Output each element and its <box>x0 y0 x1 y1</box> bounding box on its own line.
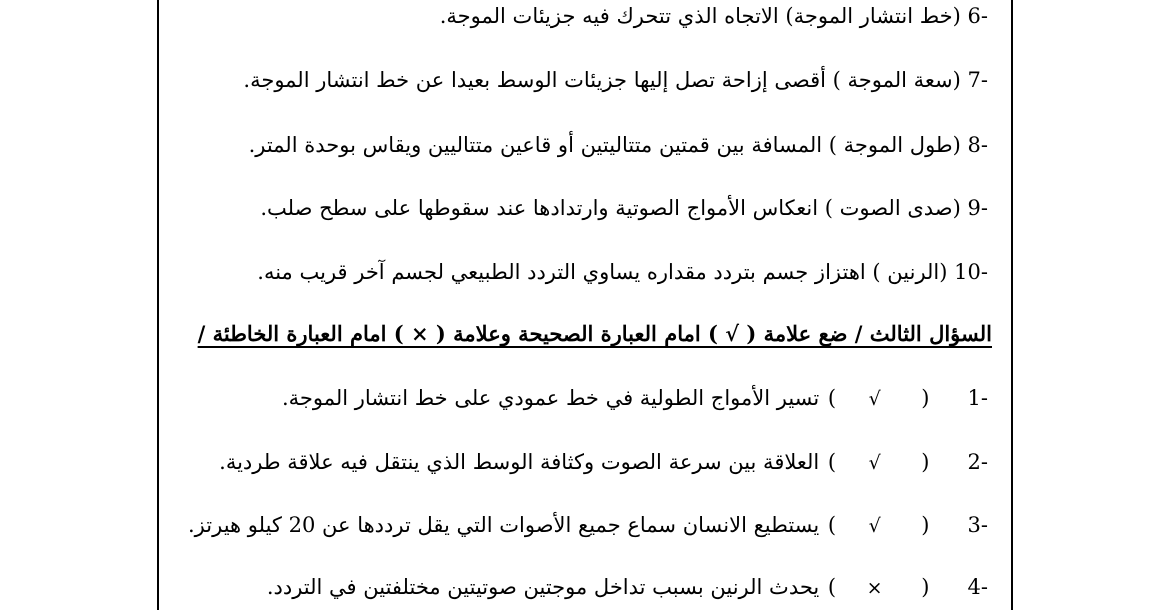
open-paren: ( <box>921 575 930 599</box>
true-false-item-4 <box>267 573 988 602</box>
definition-number: -8 <box>967 133 988 157</box>
answer-mark[interactable]: √ <box>868 452 881 474</box>
definition-number: -7 <box>967 68 988 92</box>
open-paren: ( <box>921 513 930 537</box>
item-statement: يحدث الرنين بسبب تداخل موجتين صوتيتين مختلفتين في التردد. <box>266 575 820 599</box>
item-number: -1 <box>967 386 988 410</box>
definition-text: (الرنين ) اهتزاز جسم بتردد مقداره يساوي التردد الطبيعي لجسم آخر قريب منه. <box>257 260 948 284</box>
definition-7 <box>243 66 988 94</box>
definition-8 <box>249 131 988 159</box>
true-false-item-3 <box>188 511 988 540</box>
open-paren: ( <box>921 450 930 474</box>
definition-9 <box>260 194 988 222</box>
item-statement: العلاقة بين سرعة الصوت وكثافة الوسط الذي ينتقل فيه علاقة طردية. <box>219 450 820 474</box>
answer-mark[interactable]: × <box>866 577 883 599</box>
definition-6 <box>440 2 988 30</box>
item-number: -2 <box>967 450 988 474</box>
question-3-heading: السؤال الثالث / ضع علامة ( √ ) امام العبارة الصحيحة وعلامة ( × ) امام العبارة الخاطئة / <box>197 321 992 346</box>
answer-mark[interactable]: √ <box>868 388 881 410</box>
item-number: -3 <box>967 513 988 537</box>
definition-text: (طول الموجة ) المسافة بين قمتين متتاليتين أو قاعين متتاليين ويقاس بوحدة المتر. <box>248 133 961 157</box>
definition-10 <box>257 258 988 286</box>
definition-number: -10 <box>954 260 988 284</box>
definition-number: -6 <box>967 4 988 28</box>
item-statement: تسير الأمواج الطولية في خط عمودي على خط انتشار الموجة. <box>281 386 820 410</box>
page-border-left <box>157 0 159 610</box>
definition-text: (سعة الموجة ) أقصى إزاحة تصل إليها جزيئات الوسط بعيدا عن خط انتشار الموجة. <box>243 68 961 92</box>
definition-number: -9 <box>967 196 988 220</box>
answer-mark[interactable]: √ <box>868 515 881 537</box>
page-border-right <box>1011 0 1013 610</box>
open-paren: ( <box>921 386 930 410</box>
close-paren: ) <box>827 450 837 474</box>
true-false-item-2 <box>219 448 988 477</box>
close-paren: ) <box>827 575 837 599</box>
close-paren: ) <box>827 513 837 537</box>
definition-text: (صدى الصوت ) انعكاس الأمواج الصوتية وارتدادها عند سقوطها على سطح صلب. <box>260 196 961 220</box>
item-number: -4 <box>967 575 988 599</box>
item-statement: يستطيع الانسان سماع جميع الأصوات التي يقل ترددها عن 20 كيلو هيرتز. <box>188 513 820 537</box>
true-false-item-1 <box>282 384 988 413</box>
close-paren: ) <box>827 386 837 410</box>
definition-text: (خط انتشار الموجة) الاتجاه الذي تتحرك فيه جزيئات الموجة. <box>439 4 961 28</box>
